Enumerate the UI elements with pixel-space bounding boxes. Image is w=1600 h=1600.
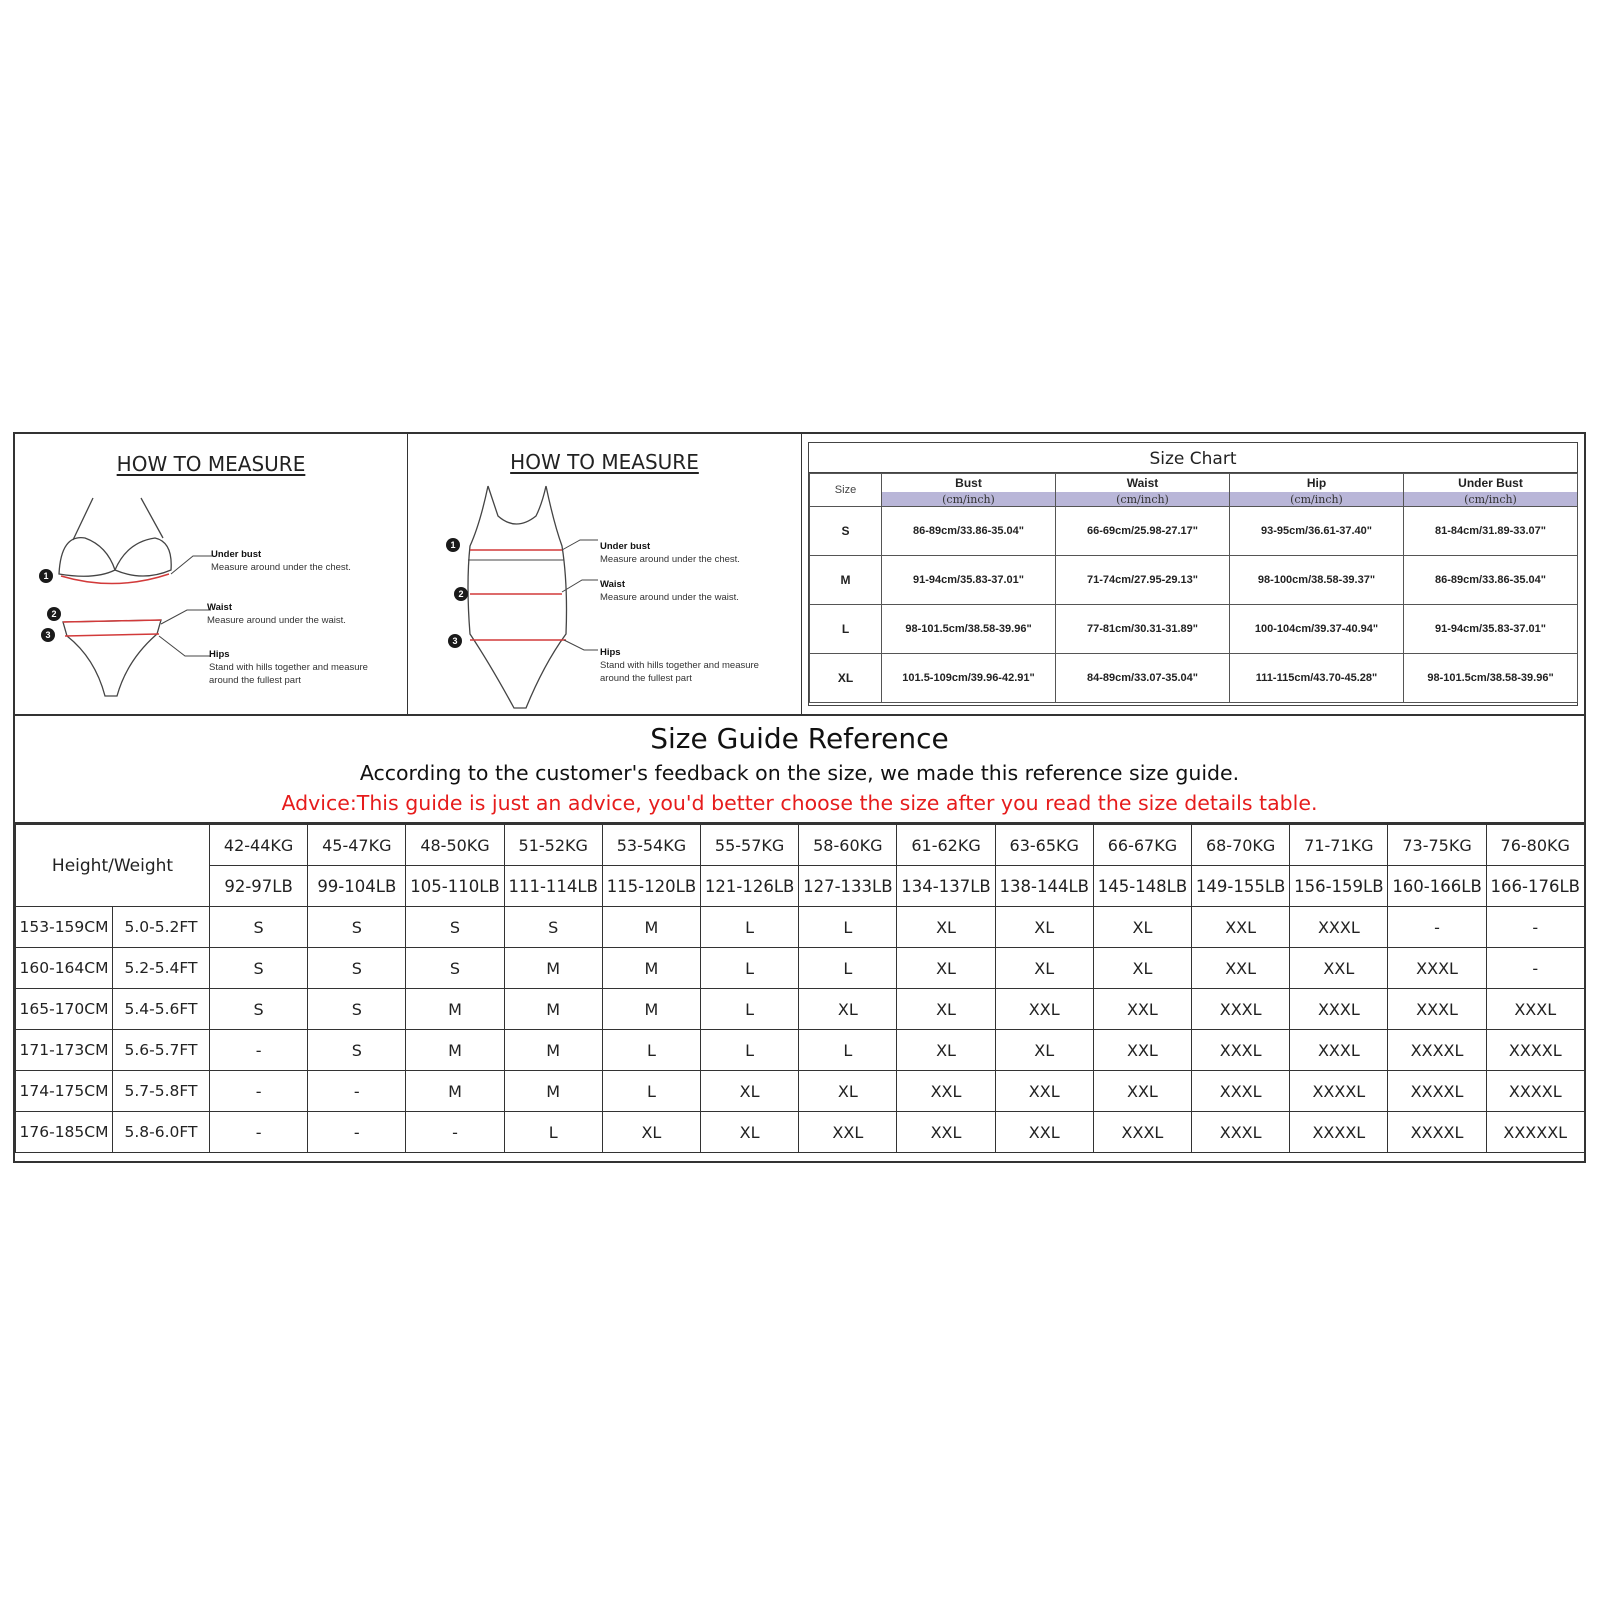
weight-lb-header: 149-155LB xyxy=(1192,866,1290,907)
height-row xyxy=(16,1071,1585,1112)
measurement-cell: 98-101.5cm/38.58-39.96" xyxy=(882,605,1056,654)
size-cell: XL xyxy=(995,907,1093,948)
guide-advice: Advice:This guide is just an advice, you'd better choose the size after you read the size details table. xyxy=(281,791,1318,815)
size-cell: XXXXL xyxy=(1388,1030,1486,1071)
weight-kg-header: 68-70KG xyxy=(1192,825,1290,866)
size-cell: - xyxy=(1486,948,1584,989)
weight-kg-header: 45-47KG xyxy=(308,825,406,866)
weight-kg-header: 55-57KG xyxy=(701,825,799,866)
weight-lb-header: 115-120LB xyxy=(602,866,700,907)
size-chart-panel xyxy=(802,434,1586,714)
measurement-cell: 93-95cm/36.61-37.40" xyxy=(1230,507,1404,556)
measurement-cell: 86-89cm/33.86-35.04" xyxy=(882,507,1056,556)
size-cell: XXXL xyxy=(1192,1030,1290,1071)
height-ft-label: 5.6-5.7FT xyxy=(113,1030,210,1071)
weight-lb-header: 145-148LB xyxy=(1093,866,1191,907)
height-row xyxy=(16,1112,1585,1153)
measurement-cell: 91-94cm/35.83-37.01" xyxy=(1404,605,1578,654)
size-cell: XXL xyxy=(995,1112,1093,1153)
bikini-measure-panel xyxy=(15,434,408,714)
height-cm-label: 174-175CM xyxy=(16,1071,113,1112)
size-cell: M xyxy=(504,948,602,989)
size-label: S xyxy=(810,507,882,556)
size-cell: XXL xyxy=(1290,948,1388,989)
weight-kg-header: 71-71KG xyxy=(1290,825,1388,866)
measurement-cell: 100-104cm/39.37-40.94" xyxy=(1230,605,1404,654)
size-chart-title: Size Chart xyxy=(809,443,1577,473)
weight-lb-row xyxy=(16,866,1585,907)
size-cell: M xyxy=(406,1071,504,1112)
guide-title: Size Guide Reference xyxy=(650,722,949,755)
size-cell: XL xyxy=(799,1071,897,1112)
size-cell: XL xyxy=(1093,907,1191,948)
step-3-badge: 3 xyxy=(41,628,55,642)
step-3-badge: 3 xyxy=(448,634,462,648)
height-cm-label: 176-185CM xyxy=(16,1112,113,1153)
measurement-cell: 81-84cm/31.89-33.07" xyxy=(1404,507,1578,556)
height-row xyxy=(16,1030,1585,1071)
weight-kg-header: 76-80KG xyxy=(1486,825,1584,866)
size-cell: XXXXL xyxy=(1388,1112,1486,1153)
size-cell: XXXL xyxy=(1388,989,1486,1030)
weight-lb-header: 134-137LB xyxy=(897,866,995,907)
hips-note: Hips Stand with hills together and measure around the fullest part xyxy=(600,647,759,684)
step-1-badge: 1 xyxy=(39,569,53,583)
waist-header: Waist xyxy=(1056,474,1230,493)
size-cell: XL xyxy=(897,907,995,948)
size-cell: L xyxy=(602,1030,700,1071)
weight-kg-header: 51-52KG xyxy=(504,825,602,866)
height-weight-header: Height/Weight xyxy=(16,825,210,907)
size-cell: S xyxy=(210,907,308,948)
size-cell: XXXXL xyxy=(1290,1112,1388,1153)
size-cell: XL xyxy=(799,989,897,1030)
height-cm-label: 153-159CM xyxy=(16,907,113,948)
step-2-badge: 2 xyxy=(47,607,61,621)
size-cell: L xyxy=(799,1030,897,1071)
size-cell: M xyxy=(504,989,602,1030)
measurement-cell: 84-89cm/33.07-35.04" xyxy=(1056,654,1230,703)
weight-lb-header: 166-176LB xyxy=(1486,866,1584,907)
measurement-cell: 111-115cm/43.70-45.28" xyxy=(1230,654,1404,703)
size-cell: M xyxy=(602,989,700,1030)
measurement-cell: 77-81cm/30.31-31.89" xyxy=(1056,605,1230,654)
height-cm-label: 165-170CM xyxy=(16,989,113,1030)
size-cell: XXXL xyxy=(1290,989,1388,1030)
height-ft-label: 5.7-5.8FT xyxy=(113,1071,210,1112)
size-cell: M xyxy=(602,907,700,948)
measure-title: HOW TO MEASURE xyxy=(510,450,699,474)
height-cm-label: 160-164CM xyxy=(16,948,113,989)
size-cell: - xyxy=(210,1071,308,1112)
size-cell: XXL xyxy=(897,1071,995,1112)
size-cell: XXXXL xyxy=(1486,1030,1584,1071)
weight-lb-header: 105-110LB xyxy=(406,866,504,907)
size-cell: XXXL xyxy=(1290,907,1388,948)
size-cell: XXXL xyxy=(1192,1112,1290,1153)
measurement-cell: 91-94cm/35.83-37.01" xyxy=(882,556,1056,605)
size-cell: - xyxy=(210,1030,308,1071)
size-cell: XXL xyxy=(1192,948,1290,989)
size-chart-header-row xyxy=(810,474,1578,493)
size-cell: XXL xyxy=(1192,907,1290,948)
size-chart-row xyxy=(810,507,1578,556)
size-cell: M xyxy=(602,948,700,989)
size-guide-sheet xyxy=(13,432,1586,1163)
size-chart xyxy=(808,442,1578,706)
size-cell: XXXXXL xyxy=(1486,1112,1584,1153)
height-row xyxy=(16,948,1585,989)
size-cell: - xyxy=(308,1071,406,1112)
weight-kg-header: 73-75KG xyxy=(1388,825,1486,866)
size-cell: L xyxy=(701,948,799,989)
weight-lb-header: 99-104LB xyxy=(308,866,406,907)
size-cell: - xyxy=(406,1112,504,1153)
unit-label: (cm/inch) xyxy=(1230,492,1404,507)
height-ft-label: 5.0-5.2FT xyxy=(113,907,210,948)
size-cell: S xyxy=(308,948,406,989)
size-cell: S xyxy=(308,907,406,948)
weight-lb-header: 92-97LB xyxy=(210,866,308,907)
weight-kg-header: 63-65KG xyxy=(995,825,1093,866)
size-label: M xyxy=(810,556,882,605)
size-cell: XL xyxy=(897,1030,995,1071)
size-cell: - xyxy=(1388,907,1486,948)
waist-note: Waist Measure around under the waist. xyxy=(207,602,346,626)
size-cell: - xyxy=(308,1112,406,1153)
size-cell: XL xyxy=(1093,948,1191,989)
size-cell: S xyxy=(406,907,504,948)
guide-subtitle: According to the customer's feedback on the size, we made this reference size guide. xyxy=(359,761,1240,785)
size-cell: S xyxy=(210,989,308,1030)
size-cell: XXXL xyxy=(1486,989,1584,1030)
height-row xyxy=(16,907,1585,948)
size-cell: XXL xyxy=(1093,1030,1191,1071)
measurement-cell: 71-74cm/27.95-29.13" xyxy=(1056,556,1230,605)
size-cell: XXXL xyxy=(1192,1071,1290,1112)
unit-label: (cm/inch) xyxy=(882,492,1056,507)
height-row xyxy=(16,989,1585,1030)
under-bust-note: Under bust Measure around under the chest. xyxy=(211,549,351,573)
size-cell: XL xyxy=(897,948,995,989)
size-cell: M xyxy=(406,989,504,1030)
size-cell: L xyxy=(701,989,799,1030)
measurement-cell: 98-101.5cm/38.58-39.96" xyxy=(1404,654,1578,703)
weight-kg-header: 42-44KG xyxy=(210,825,308,866)
weight-lb-header: 138-144LB xyxy=(995,866,1093,907)
size-cell: S xyxy=(308,989,406,1030)
height-ft-label: 5.8-6.0FT xyxy=(113,1112,210,1153)
size-label: L xyxy=(810,605,882,654)
size-cell: XXXXL xyxy=(1290,1071,1388,1112)
size-cell: XL xyxy=(897,989,995,1030)
size-cell: S xyxy=(406,948,504,989)
size-cell: XL xyxy=(602,1112,700,1153)
size-cell: XXXL xyxy=(1290,1030,1388,1071)
size-chart-row xyxy=(810,605,1578,654)
size-cell: XXL xyxy=(799,1112,897,1153)
weight-lb-header: 127-133LB xyxy=(799,866,897,907)
size-cell: L xyxy=(602,1071,700,1112)
weight-kg-header: 48-50KG xyxy=(406,825,504,866)
unit-label: (cm/inch) xyxy=(1056,492,1230,507)
size-chart-row xyxy=(810,556,1578,605)
measurement-cell: 98-100cm/38.58-39.37" xyxy=(1230,556,1404,605)
height-ft-label: 5.2-5.4FT xyxy=(113,948,210,989)
size-cell: L xyxy=(799,948,897,989)
bust-header: Bust xyxy=(882,474,1056,493)
measure-title: HOW TO MEASURE xyxy=(116,452,306,476)
size-cell: XXXXL xyxy=(1486,1071,1584,1112)
size-label: XL xyxy=(810,654,882,703)
size-cell: L xyxy=(799,907,897,948)
size-cell: M xyxy=(504,1071,602,1112)
size-cell: S xyxy=(308,1030,406,1071)
size-cell: L xyxy=(504,1112,602,1153)
weight-lb-header: 121-126LB xyxy=(701,866,799,907)
measurement-cell: 86-89cm/33.86-35.04" xyxy=(1404,556,1578,605)
weight-kg-header: 66-67KG xyxy=(1093,825,1191,866)
waist-note: Waist Measure around under the waist. xyxy=(600,579,739,603)
weight-lb-header: 111-114LB xyxy=(504,866,602,907)
size-guide-header xyxy=(15,716,1584,824)
size-chart-unit-row xyxy=(810,492,1578,507)
size-chart-table xyxy=(809,473,1578,703)
size-cell: M xyxy=(406,1030,504,1071)
size-cell: XL xyxy=(995,948,1093,989)
size-cell: XXXL xyxy=(1192,989,1290,1030)
size-cell: L xyxy=(701,1030,799,1071)
hips-note: Hips Stand with hills together and measure around the fullest part xyxy=(209,649,368,686)
weight-lb-header: 156-159LB xyxy=(1290,866,1388,907)
size-cell: - xyxy=(1486,907,1584,948)
measurement-cell: 66-69cm/25.98-27.17" xyxy=(1056,507,1230,556)
size-reference-table xyxy=(15,824,1585,1153)
size-cell: S xyxy=(210,948,308,989)
size-cell: XXXL xyxy=(1093,1112,1191,1153)
weight-kg-header: 61-62KG xyxy=(897,825,995,866)
weight-kg-header: 53-54KG xyxy=(602,825,700,866)
size-cell: M xyxy=(504,1030,602,1071)
under-bust-note: Under bust Measure around under the chest. xyxy=(600,541,740,565)
size-cell: XL xyxy=(995,1030,1093,1071)
size-column-header: Size xyxy=(810,474,882,507)
step-1-badge: 1 xyxy=(446,538,460,552)
height-cm-label: 171-173CM xyxy=(16,1030,113,1071)
weight-kg-row xyxy=(16,825,1585,866)
weight-kg-header: 58-60KG xyxy=(799,825,897,866)
measurement-cell: 101.5-109cm/39.96-42.91" xyxy=(882,654,1056,703)
size-cell: XXXXL xyxy=(1388,1071,1486,1112)
under-bust-header: Under Bust xyxy=(1404,474,1578,493)
size-cell: XL xyxy=(701,1071,799,1112)
hip-header: Hip xyxy=(1230,474,1404,493)
size-cell: L xyxy=(701,907,799,948)
size-cell: XXL xyxy=(897,1112,995,1153)
size-cell: XXL xyxy=(995,1071,1093,1112)
height-ft-label: 5.4-5.6FT xyxy=(113,989,210,1030)
unit-label: (cm/inch) xyxy=(1404,492,1578,507)
size-cell: XXL xyxy=(1093,1071,1191,1112)
size-cell: S xyxy=(504,907,602,948)
step-2-badge: 2 xyxy=(454,587,468,601)
size-cell: XXL xyxy=(1093,989,1191,1030)
size-cell: XXXL xyxy=(1388,948,1486,989)
size-chart-row xyxy=(810,654,1578,703)
onepiece-measure-panel xyxy=(408,434,802,714)
size-cell: - xyxy=(210,1112,308,1153)
size-cell: XL xyxy=(701,1112,799,1153)
weight-lb-header: 160-166LB xyxy=(1388,866,1486,907)
size-cell: XXL xyxy=(995,989,1093,1030)
